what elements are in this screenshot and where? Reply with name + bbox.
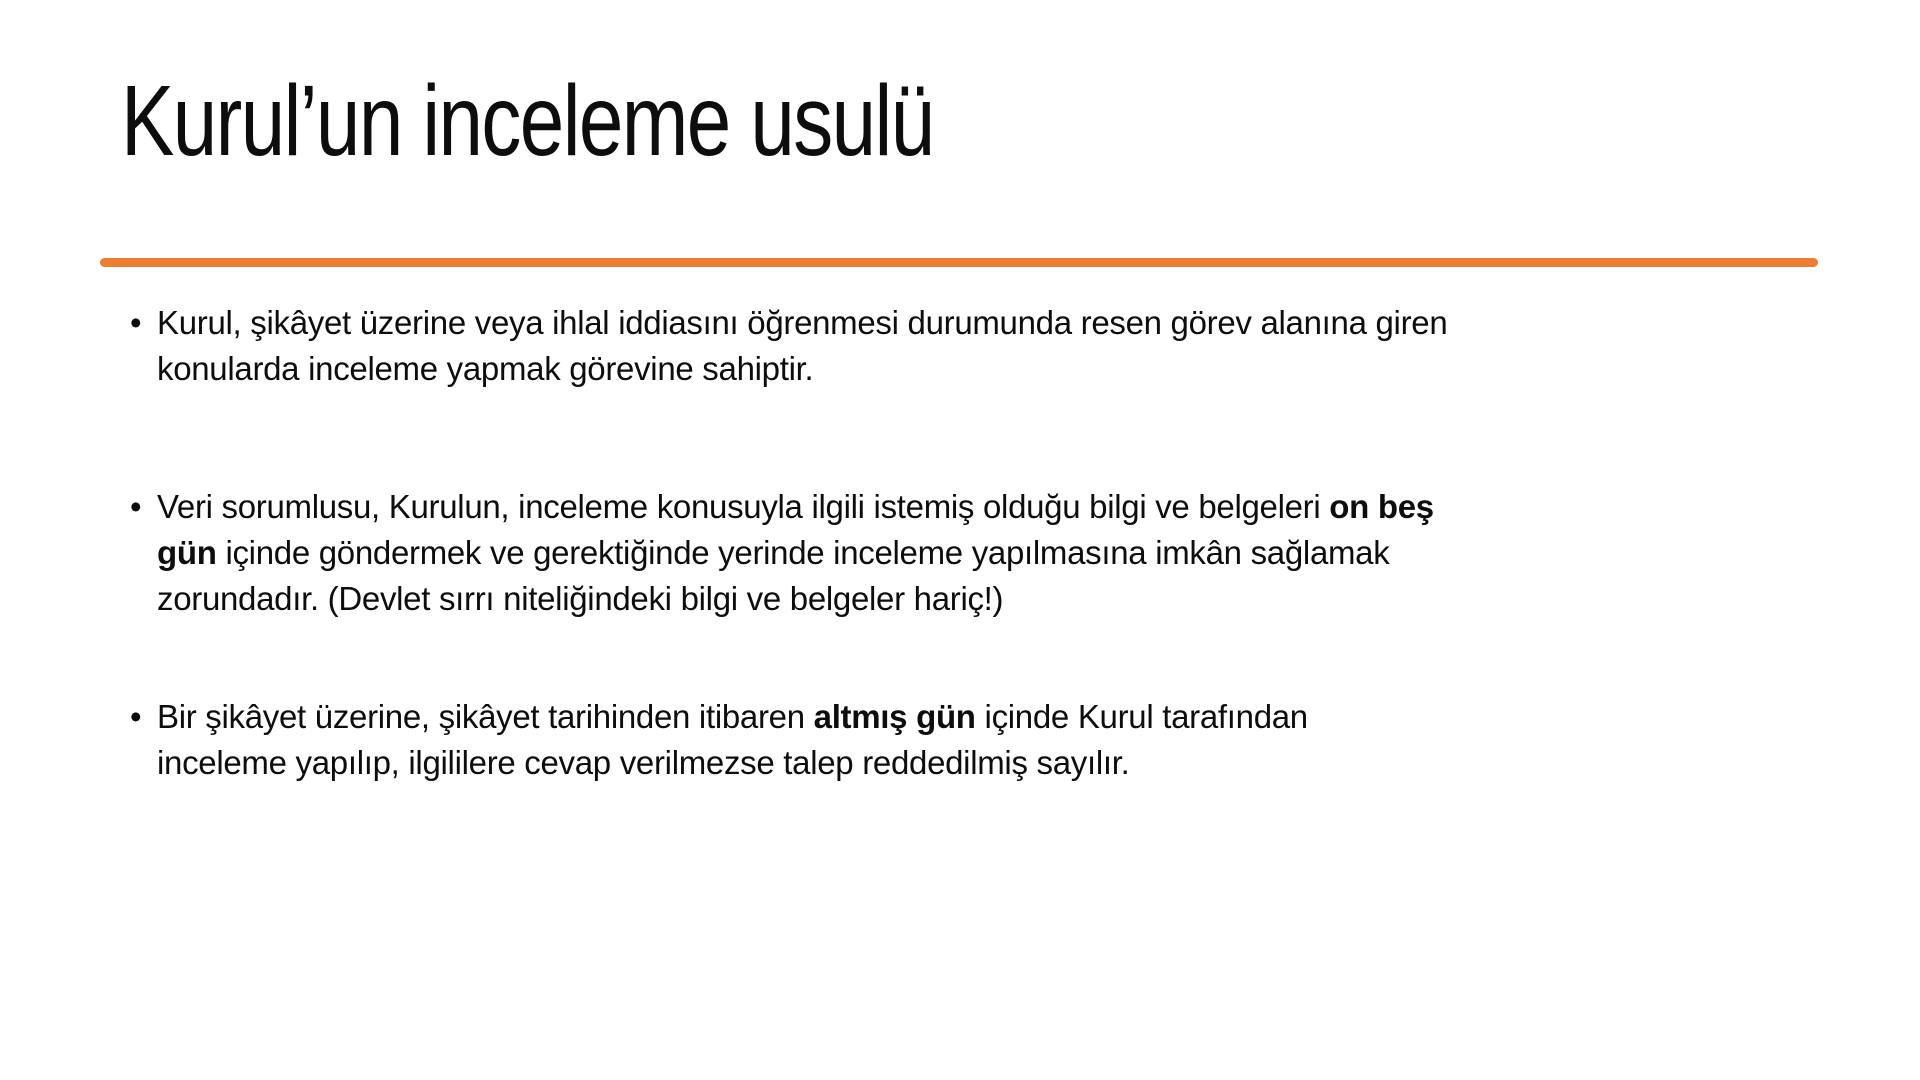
text-run: Kurul, şikâyet üzerine veya ihlal iddiasını öğrenmesi durumunda resen görev alanına giren [157,304,1448,341]
text-run: içinde Kurul tarafından [975,698,1308,735]
bullet-text [157,488,1434,617]
text-run: içinde göndermek ve gerektiğinde yerinde inceleme yapılmasına imkân sağlamak [216,534,1390,571]
text-run: konularda inceleme yapmak görevine sahiptir. [157,350,814,387]
bullet-marker-icon: • [130,698,142,735]
slide-title: Kurul’un inceleme usulü [121,65,934,177]
bullet-item [121,484,1591,622]
bullet-list [121,300,1591,786]
text-run: zorundadır. (Devlet sırrı niteliğindeki bilgi ve belgeler hariç!) [157,580,1004,617]
bullet-marker-icon: • [130,304,142,341]
bold-run: gün [157,534,217,571]
text-run: Bir şikâyet üzerine, şikâyet tarihinden itibaren [157,698,814,735]
bullet-text [157,304,1447,387]
text-run: inceleme yapılıp, ilgililere cevap verilmezse talep reddedilmiş sayılır. [157,744,1130,781]
bold-run: altmış gün [813,698,976,735]
accent-divider [100,258,1818,267]
bullet-text [157,698,1308,781]
bullet-marker-icon: • [130,488,142,525]
bullet-item [121,300,1591,392]
bullet-item [121,694,1591,786]
bold-run: on beş [1329,488,1434,525]
text-run: Veri sorumlusu, Kurulun, inceleme konusuyla ilgili istemiş olduğu bilgi ve belgeleri [157,488,1330,525]
